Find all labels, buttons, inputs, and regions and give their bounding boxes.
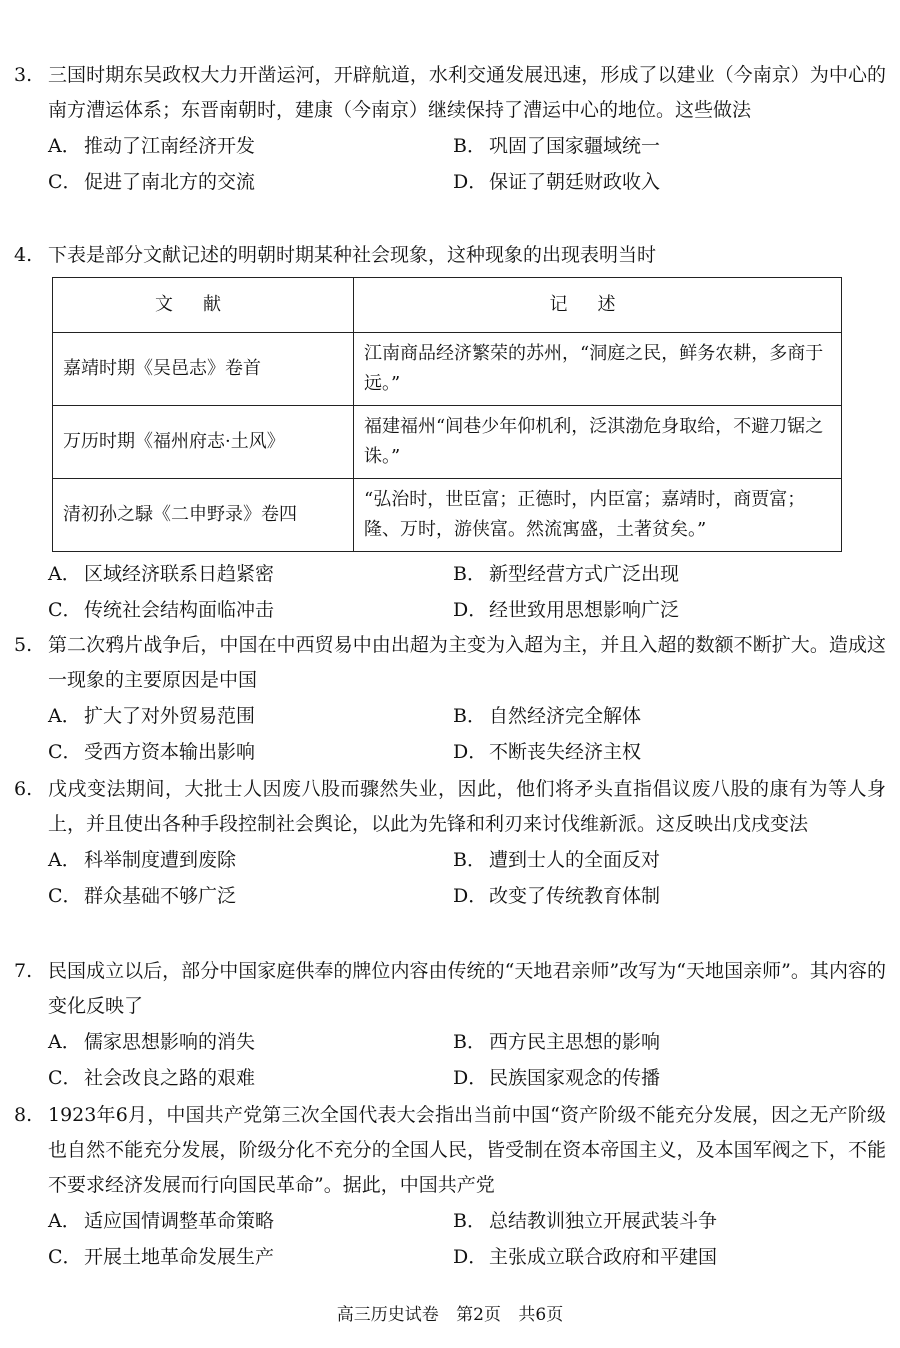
option-b: B． 自然经济完全解体 <box>453 705 642 727</box>
options <box>48 1203 886 1275</box>
option-d: D．保证了朝廷财政收入 <box>453 171 661 193</box>
option-d: D．经世致用思想影响广泛 <box>453 599 680 621</box>
options <box>48 698 886 770</box>
option-c: C． 社会改良之路的艰难 <box>48 1067 256 1089</box>
question-4 <box>14 238 886 628</box>
question-number: 4. <box>14 244 33 266</box>
table-cell-record: “弘治时，世臣富；正德时，内臣富；嘉靖时，商贾富；隆、万时，游侠富。然流寓盛，土著贫矣。” <box>354 479 842 552</box>
header-documents: 文献 <box>53 278 354 333</box>
question-6 <box>14 772 886 914</box>
footer-title: 高三历史试卷 <box>336 1305 439 1325</box>
table-row <box>53 333 842 406</box>
question-number: 8. <box>14 1104 33 1126</box>
option-d: D．改变了传统教育体制 <box>453 885 661 907</box>
option-c: C． 开展土地革命发展生产 <box>48 1246 275 1268</box>
table-header-row <box>53 278 842 333</box>
option-c: C． 群众基础不够广泛 <box>48 885 237 907</box>
options <box>48 128 886 200</box>
option-d: D．不断丧失经济主权 <box>453 741 642 763</box>
question-number: 7. <box>14 960 33 982</box>
option-c: C． 促进了南北方的交流 <box>48 171 256 193</box>
question-stem: 下表是部分文献记述的明朝时期某种社会现象，这种现象的出现表明当时 <box>48 244 657 266</box>
option-c: C． 受西方资本输出影响 <box>48 741 256 763</box>
question-8 <box>14 1098 886 1275</box>
question-number: 6. <box>14 778 33 800</box>
options <box>48 1024 886 1096</box>
options <box>48 842 886 914</box>
question-3 <box>14 58 886 200</box>
option-a: A． 儒家思想影响的消失 <box>48 1031 256 1053</box>
option-b: B． 西方民主思想的影响 <box>453 1031 661 1053</box>
option-a: A． 区域经济联系日趋紧密 <box>48 563 275 585</box>
table-cell-document: 嘉靖时期《吴邑志》卷首 <box>53 333 354 406</box>
option-a: A． 推动了江南经济开发 <box>48 135 256 157</box>
option-a: A． 扩大了对外贸易范围 <box>48 705 256 727</box>
footer-total-pages: 共6页 <box>518 1305 564 1325</box>
option-a: A． 适应国情调整革命策略 <box>48 1210 275 1232</box>
table-row <box>53 406 842 479</box>
source-table <box>52 277 842 552</box>
header-records: 记述 <box>354 278 842 333</box>
table-cell-document: 万历时期《福州府志·土风》 <box>53 406 354 479</box>
question-stem: 1923年6月，中国共产党第三次全国代表大会指出当前中国“资产阶级不能充分发展，因之无产阶级也自然不能充分发展，阶级分化不充分的全国人民，皆受制在资本帝国主义，及本国军阀之下，不能不要求经济发展而行向国民革命”。据此，中国共产党 <box>48 1104 886 1196</box>
question-7 <box>14 954 886 1096</box>
question-stem: 第二次鸦片战争后，中国在中西贸易中由出超为主变为入超为主，并且入超的数额不断扩大。造成这一现象的主要原因是中国 <box>48 634 886 691</box>
option-b: B． 总结教训独立开展武装斗争 <box>453 1210 718 1232</box>
table-cell-record: 福建福州“闾巷少年仰机利，泛淇渤危身取给，不避刀锯之诛。” <box>354 406 842 479</box>
question-number: 3. <box>14 64 33 86</box>
footer-page-number: 第2页 <box>456 1305 501 1325</box>
page-footer <box>0 1300 900 1330</box>
option-d: D．民族国家观念的传播 <box>453 1067 661 1089</box>
table-cell-document: 清初孙之騄《二申野录》卷四 <box>53 479 354 552</box>
option-a: A． 科举制度遭到废除 <box>48 849 237 871</box>
question-stem: 戊戌变法期间，大批士人因废八股而骤然失业，因此，他们将矛头直指倡议废八股的康有为等人身上，并且使出各种手段控制社会舆论，以此为先锋和利刃来讨伐维新派。这反映出戊戌变法 <box>48 778 886 835</box>
option-b: B． 遭到士人的全面反对 <box>453 849 661 871</box>
option-c: C． 传统社会结构面临冲击 <box>48 599 275 621</box>
table-row <box>53 479 842 552</box>
option-b: B． 新型经营方式广泛出现 <box>453 563 680 585</box>
option-b: B． 巩固了国家疆域统一 <box>453 135 661 157</box>
question-stem: 民国成立以后，部分中国家庭供奉的牌位内容由传统的“天地君亲师”改写为“天地国亲师”。其内容的变化反映了 <box>48 960 886 1017</box>
table-cell-record: 江南商品经济繁荣的苏州，“洞庭之民，鲜务农耕，多商于远。” <box>354 333 842 406</box>
options <box>48 556 886 628</box>
question-stem: 三国时期东吴政权大力开凿运河，开辟航道，水利交通发展迅速，形成了以建业（今南京）为中心的南方漕运体系；东晋南朝时，建康（今南京）继续保持了漕运中心的地位。这些做法 <box>48 64 886 121</box>
question-5 <box>14 628 886 770</box>
option-d: D．主张成立联合政府和平建国 <box>453 1246 718 1268</box>
question-number: 5. <box>14 634 33 656</box>
